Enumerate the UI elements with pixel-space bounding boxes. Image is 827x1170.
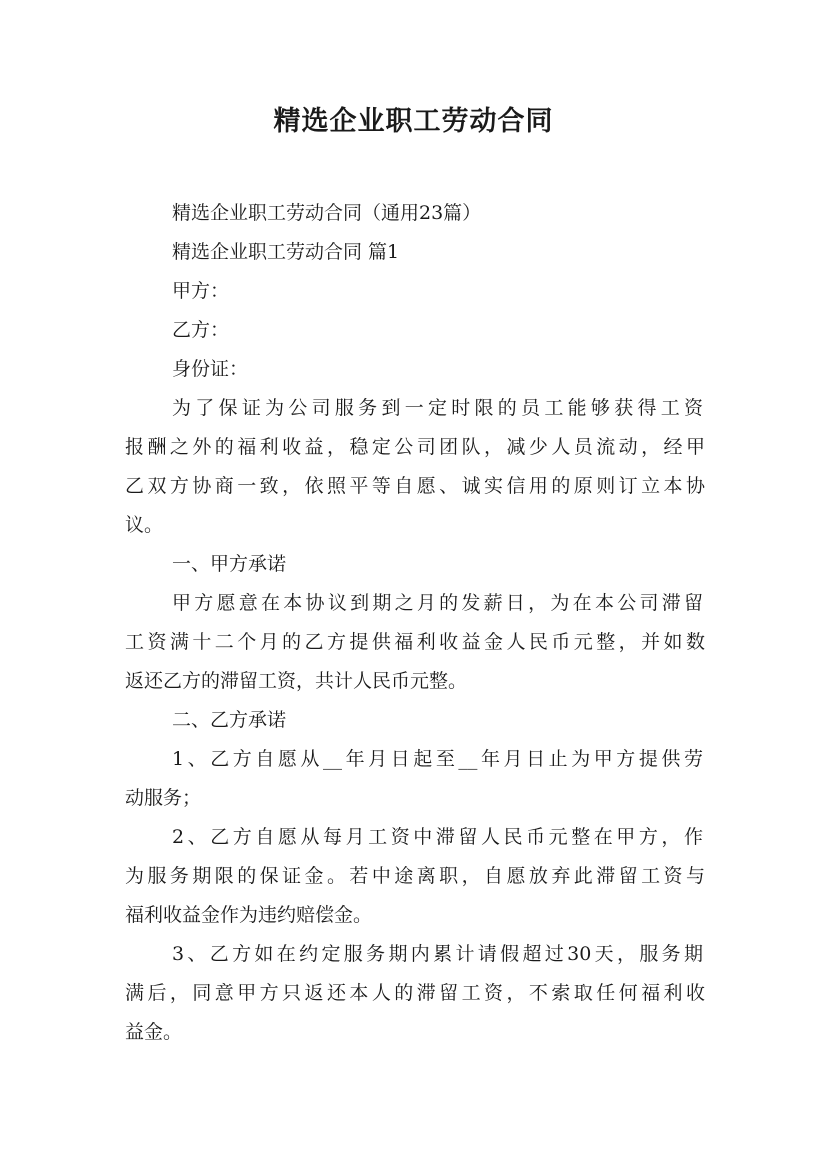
paragraph-line: 工资满十二个月的乙方提供福利收益金人民币元整，并如数 (125, 631, 705, 653)
document-subtitle: 精选企业职工劳动合同（通用23篇） (172, 202, 482, 224)
paragraph-line: 益金。 (125, 1021, 183, 1043)
paragraph-line: 乙双方协商一致，依照平等自愿、诚实信用的原则订立本协 (125, 475, 705, 497)
paragraph-line: 返还乙方的滞留工资，共计人民币元整。 (125, 670, 468, 692)
paragraph-line: 议。 (125, 514, 164, 536)
id-card-label: 身份证： (172, 358, 249, 380)
paragraph-line: 1、乙方自愿从__年月日起至__年月日止为甲方提供劳 (172, 748, 703, 770)
paragraph-line: 动服务； (125, 787, 202, 809)
section-heading: 二、乙方承诺 (172, 709, 287, 731)
paragraph-line: 3、乙方如在约定服务期内累计请假超过30天，服务期 (172, 943, 703, 965)
document-title: 精选企业职工劳动合同 (273, 106, 554, 137)
paragraph-line: 福利收益金作为违约赔偿金。 (125, 904, 373, 926)
section-heading: 一、甲方承诺 (172, 553, 287, 575)
party-b-label: 乙方： (172, 319, 230, 341)
paragraph-line: 报酬之外的福利收益，稳定公司团队，减少人员流动，经甲 (125, 436, 705, 458)
paragraph-line: 甲方愿意在本协议到期之月的发薪日，为在本公司滞留 (172, 592, 703, 614)
paragraph-line: 为了保证为公司服务到一定时限的员工能够获得工资 (172, 397, 703, 419)
section-heading: 精选企业职工劳动合同 篇1 (172, 241, 400, 263)
paragraph-line: 2、乙方自愿从每月工资中滞留人民币元整在甲方，作 (172, 826, 703, 848)
paragraph-line: 满后，同意甲方只返还本人的滞留工资，不索取任何福利收 (125, 982, 705, 1004)
paragraph-line: 为服务期限的保证金。若中途离职，自愿放弃此滞留工资与 (125, 865, 705, 887)
party-a-label: 甲方： (172, 280, 230, 302)
